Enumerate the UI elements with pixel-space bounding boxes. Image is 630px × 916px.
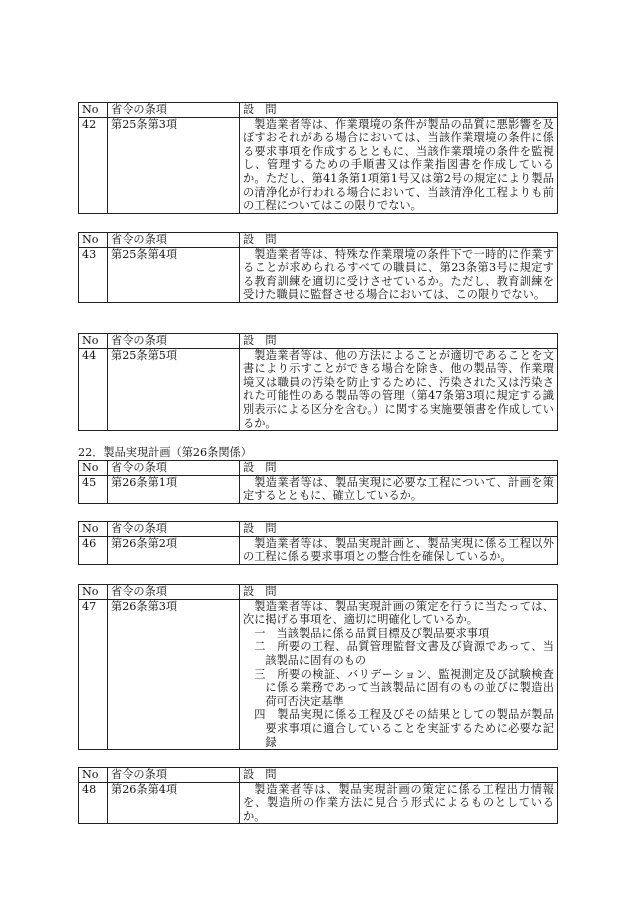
question-text-cell: [240, 536, 558, 564]
table-header-row: [79, 103, 558, 118]
article-reference: 第26条第2項: [108, 536, 240, 564]
header-no: No: [79, 461, 108, 476]
question-text-cell: [240, 782, 558, 824]
header-article: 省令の条項: [108, 461, 240, 476]
question-text-cell: [240, 117, 558, 213]
header-question: 設 問: [240, 233, 558, 248]
question-table-45: [78, 460, 558, 504]
header-article: 省令の条項: [108, 103, 240, 118]
table-header-row: [79, 461, 558, 476]
question-table-46: [78, 521, 558, 565]
header-question: 設 問: [240, 585, 558, 600]
question-table-44: [78, 333, 558, 431]
table-row: [79, 117, 558, 213]
question-table-43: [78, 232, 558, 303]
question-table-47: [78, 584, 558, 750]
question-number: 46: [79, 536, 108, 564]
section-heading: 22．製品実現計画（第26条関係）: [78, 446, 252, 459]
header-article: 省令の条項: [108, 334, 240, 349]
header-question: 設 問: [240, 334, 558, 349]
question-number: 42: [79, 117, 108, 213]
question-text: 製造業者等は、製品実現に必要な工程について、計画を策定するとともに、確立しているか。: [243, 475, 554, 503]
header-no: No: [79, 585, 108, 600]
header-question: 設 問: [240, 768, 558, 783]
question-text: 製造業者等は、他の方法によることが適切であることを文書により示すことができる場合を除き、他の製品等、作業環境又は職員の汚染を防止するために、汚染された又は汚染された可能性のある製品等の管理（第47条第3項に規定する識別表示による区分を含む。）に関する実施要領書を作成しているか。: [243, 348, 554, 430]
table-row: [79, 599, 558, 750]
question-number: 48: [79, 782, 108, 824]
list-item: 一 当該製品に係る品質目標及び製品要求事項: [254, 626, 490, 640]
list-item: 四 製品実現に係る工程及びその結果としての製品が製品要求事項に適合していることを実証するために必要な記録: [254, 708, 554, 749]
question-text-cell: [240, 348, 558, 431]
header-no: No: [79, 768, 108, 783]
header-question: 設 問: [240, 522, 558, 537]
header-article: 省令の条項: [108, 522, 240, 537]
table-header-row: [79, 768, 558, 783]
header-question: 設 問: [240, 461, 558, 476]
question-text: 製造業者等は、製品実現計画の策定を行うに当たっては、次に掲げる事項を、適切に明確化しているか。: [243, 599, 554, 627]
question-number: 44: [79, 348, 108, 431]
question-text-cell: [240, 475, 558, 503]
question-text: 製造業者等は、製品実現計画の策定に係る工程出力情報を、製造所の作業方法に見合う形式によるものとしているか。: [243, 782, 554, 823]
article-reference: 第25条第4項: [108, 247, 240, 302]
question-number: 47: [79, 599, 108, 750]
question-text: 製造業者等は、特殊な作業環境の条件下で一時的に作業することが求められるすべての職員に、第23条第3号に規定する教育訓練を適切に受けさせているか。ただし、教育訓練を受けた職員に監督させる場合においては、この限りでない。: [243, 247, 554, 302]
table-row: [79, 475, 558, 503]
question-text-cell: [240, 599, 558, 750]
question-number: 45: [79, 475, 108, 503]
table-row: [79, 348, 558, 431]
header-no: No: [79, 103, 108, 118]
header-question: 設 問: [240, 103, 558, 118]
table-row: [79, 247, 558, 302]
question-table-42: [78, 102, 558, 214]
table-header-row: [79, 233, 558, 248]
header-article: 省令の条項: [108, 585, 240, 600]
table-header-row: [79, 522, 558, 537]
question-text-cell: [240, 247, 558, 302]
header-no: No: [79, 522, 108, 537]
article-reference: 第26条第4項: [108, 782, 240, 824]
question-text: 製造業者等は、作業環境の条件が製品の品質に悪影響を及ぼすおそれがある場合においては、当該作業環境の条件に係る要求事項を作成するとともに、当該作業環境の条件を監視し、管理するための手順書又は作業指図書を作成しているか。ただし、第41条第1項第1号又は第2号の規定により製品の清浄化が行われる場合において、当該清浄化工程よりも前の工程についてはこの限りでない。: [243, 117, 554, 213]
table-header-row: [79, 585, 558, 600]
table-header-row: [79, 334, 558, 349]
article-reference: 第25条第3項: [108, 117, 240, 213]
list-item: 三 所要の検証、バリデーション、監視測定及び試験検査に係る業務であって当該製品に固有のもの並びに製造出荷可否決定基準: [254, 667, 554, 708]
question-number: 43: [79, 247, 108, 302]
table-row: [79, 536, 558, 564]
header-article: 省令の条項: [108, 768, 240, 783]
article-reference: 第26条第1項: [108, 475, 240, 503]
table-row: [79, 782, 558, 824]
header-no: No: [79, 233, 108, 248]
article-reference: 第26条第3項: [108, 599, 240, 750]
question-table-48: [78, 767, 558, 824]
header-no: No: [79, 334, 108, 349]
question-text: 製造業者等は、製品実現計画と、製品実現に係る工程以外の工程に係る要求事項との整合性を確保しているか。: [243, 536, 554, 564]
header-article: 省令の条項: [108, 233, 240, 248]
article-reference: 第25条第5項: [108, 348, 240, 431]
list-item: 二 所要の工程、品質管理監督文書及び資源であって、当該製品に固有のもの: [254, 640, 554, 667]
